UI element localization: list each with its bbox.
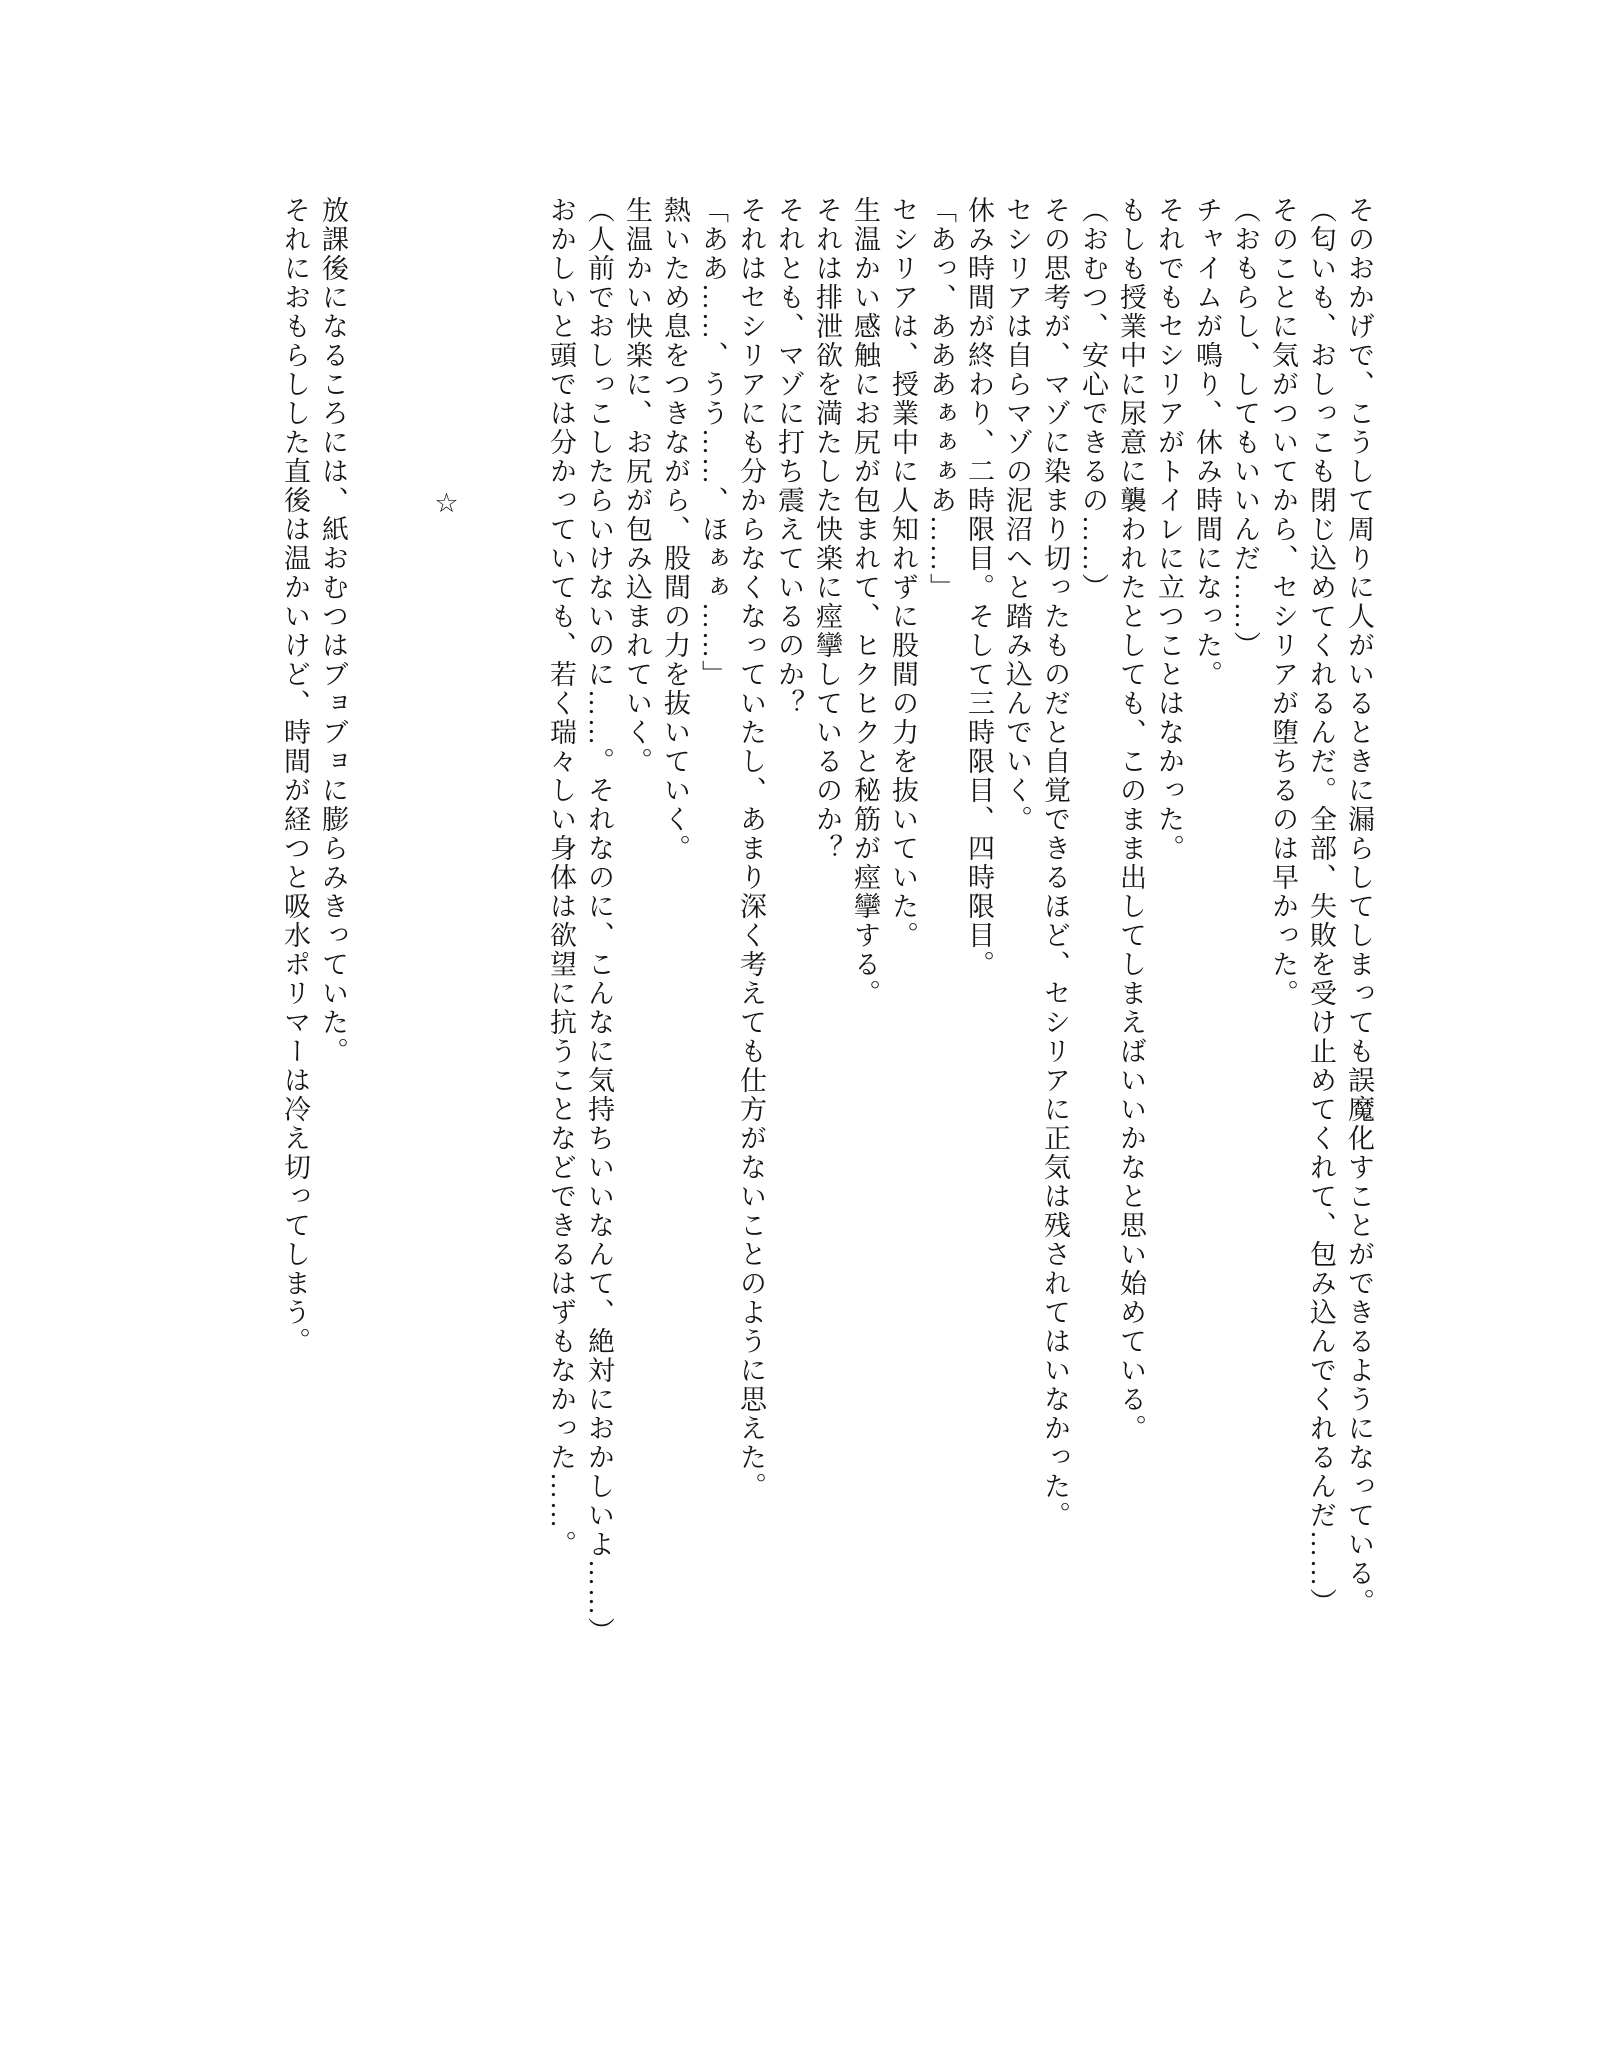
text-column-11: 休み時間が終わり、二時限目。そして三時限目、四時限目。 — [964, 196, 994, 979]
text-column-13: セシリアは、授業中に人知れずに股間の力を抜いていた。 — [888, 196, 918, 950]
text-column-7: もしも授業中に尿意に襲われたとしても、このまま出してしまえばいいかなと思い始めている。 — [1116, 196, 1146, 1443]
text-column-1: そのおかげで、こうして周りに人がいるときに漏らしてしまっても誤魔化すことができるようになっている。 — [1344, 196, 1374, 1617]
text-column-15: それは排泄欲を満たした快楽に痙攣しているのか？ — [812, 196, 842, 863]
text-column-4: （おもらし、してもいいんだ……） — [1230, 196, 1260, 660]
text-column-22: おかしいと頭では分かっていても、若く瑞々しい身体は欲望に抗うことなどできるはずもなかった……。 — [546, 196, 576, 1559]
section-separator-star-icon: ☆ — [432, 488, 462, 521]
text-column-6: それでもセシリアがトイレに立つことはなかった。 — [1154, 196, 1184, 863]
text-column-21: （人前でおしっこしたらいけないのに……。それなのに、こんなに気持ちいいなんて、絶対におかしいよ……） — [584, 196, 614, 1646]
text-column-16: それとも、マゾに打ち震えているのか？ — [774, 196, 804, 718]
text-column-18: 「ああ……、うう……、ほぁぁ……」 — [698, 196, 728, 689]
text-column-2: （匂いも、おしっこも閉じ込めてくれるんだ。全部、失敗を受け止めてくれて、包み込んでくれるんだ……） — [1306, 196, 1336, 1617]
text-column-17: それはセシリアにも分からなくなっていたし、あまり深く考えても仕方がないことのように思えた。 — [736, 196, 766, 1501]
text-column-10: セシリアは自らマゾの泥沼へと踏み込んでいく。 — [1002, 196, 1032, 834]
text-column-14: 生温かい感触にお尻が包まれて、ヒクヒクと秘筋が痙攣する。 — [850, 196, 880, 1008]
text-column-12: 「あっ、あああぁぁぁあ……」 — [926, 196, 956, 602]
text-column-9: その思考が、マゾに染まり切ったものだと自覚できるほど、セシリアに正気は残されてはいなかった。 — [1040, 196, 1070, 1530]
text-column-5: チャイムが鳴り、休み時間になった。 — [1192, 196, 1222, 689]
text-column-24: それにおもらしした直後は温かいけど、時間が経つと吸水ポリマーは冷え切ってしまう。 — [280, 196, 310, 1356]
text-column-19: 熱いため息をつきながら、股間の力を抜いていく。 — [660, 196, 690, 863]
text-column-8: （おむつ、安心できるの……） — [1078, 196, 1108, 602]
text-column-20: 生温かい快楽に、お尻が包み込まれていく。 — [622, 196, 652, 776]
text-column-3: そのことに気がついてから、セシリアが堕ちるのは早かった。 — [1268, 196, 1298, 1008]
vertical-text-block — [276, 196, 1378, 1686]
text-column-23: 放課後になるころには、紙おむつはブョブョに膨らみきっていた。 — [318, 196, 348, 1066]
